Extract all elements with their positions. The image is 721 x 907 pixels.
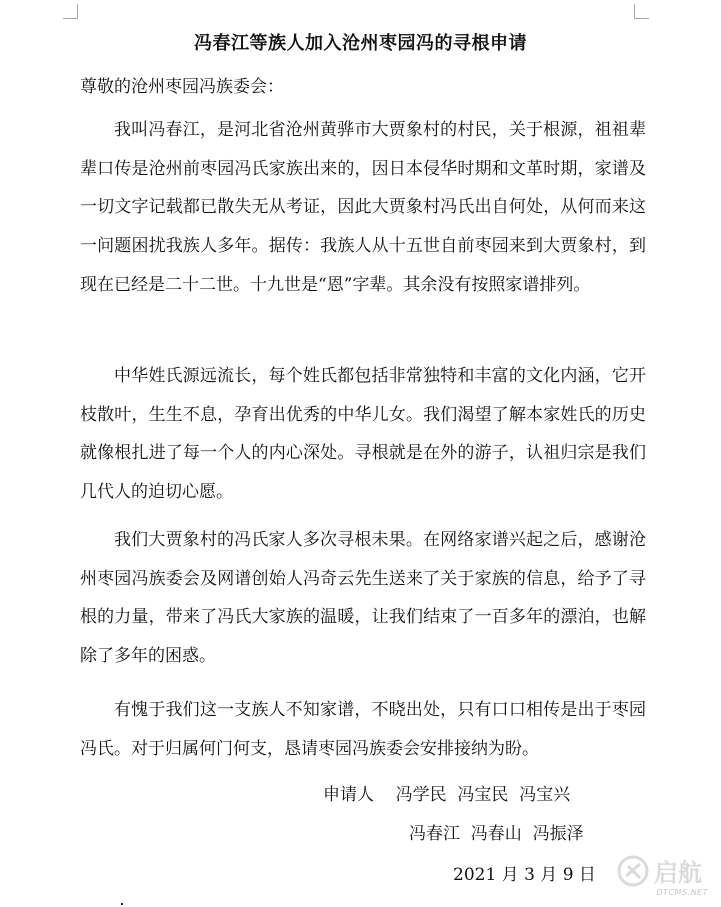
page-corner-mark-right — [634, 4, 649, 19]
watermark-url: DTCMS.NET — [656, 888, 708, 897]
paragraph-3: 我们大贾象村的冯氏家人多次寻根未果。在网络家谱兴起之后，感谢沧州枣园冯族委会及网谱创始人冯奇云先生送来了关于家族的信息，给予了寻根的力量，带来了冯氏大家族的温暖，让我们结束了一百多年的漂泊，也解除了多年的困惑。 — [80, 530, 646, 667]
svg-text:启航: 启航 — [654, 859, 702, 887]
salutation: 尊敬的沧州枣园冯族委会： — [80, 77, 284, 97]
paragraph-4: 有愧于我们这一支族人不知家谱，不晓出处，只有口口相传是出于枣园冯氏。对于归属何门何支，恳请枣园冯族委会安排接纳为盼。 — [80, 700, 646, 759]
document-title: 冯春江等族人加入沧州枣园冯的寻根申请 — [194, 33, 527, 54]
page-corner-mark-left — [63, 4, 78, 19]
watermark-logo — [614, 852, 714, 890]
signature-applicants-line-2: 冯春江 冯春山 冯振泽 — [409, 824, 584, 844]
document-date: 2021 月 3 月 9 日 — [453, 865, 596, 885]
paragraph-1: 我叫冯春江，是河北省沧州黄骅市大贾象村的村民，关于根源，祖祖辈辈口传是沧州前枣园冯氏家族出来的，因日本侵华时期和文革时期，家谱及一切文字记载都已散失无从考证，因此大贾象村冯氏出自何处，从何而来这一问题困扰我族人多年。据传：我族人从十五世自前枣园来到大贾象村，到现在已经是二十二世。十九世是“恩”字辈。其余没有按照家谱排列。 — [80, 120, 646, 295]
paragraph-2: 中华姓氏源远流长，每个姓氏都包括非常独特和丰富的文化内涵，它开枝散叶，生生不息，孕育出优秀的中华儿女。我们渴望了解本家姓氏的历史就像根扎进了每一个人的内心深处。寻根就是在外的游子，认祖归宗是我们几代人的迫切心愿。 — [80, 366, 646, 503]
stray-dot — [121, 903, 123, 905]
watermark — [608, 852, 714, 898]
signature-applicants-line-1: 申请人 冯学民 冯宝民 冯宝兴 — [323, 785, 571, 805]
